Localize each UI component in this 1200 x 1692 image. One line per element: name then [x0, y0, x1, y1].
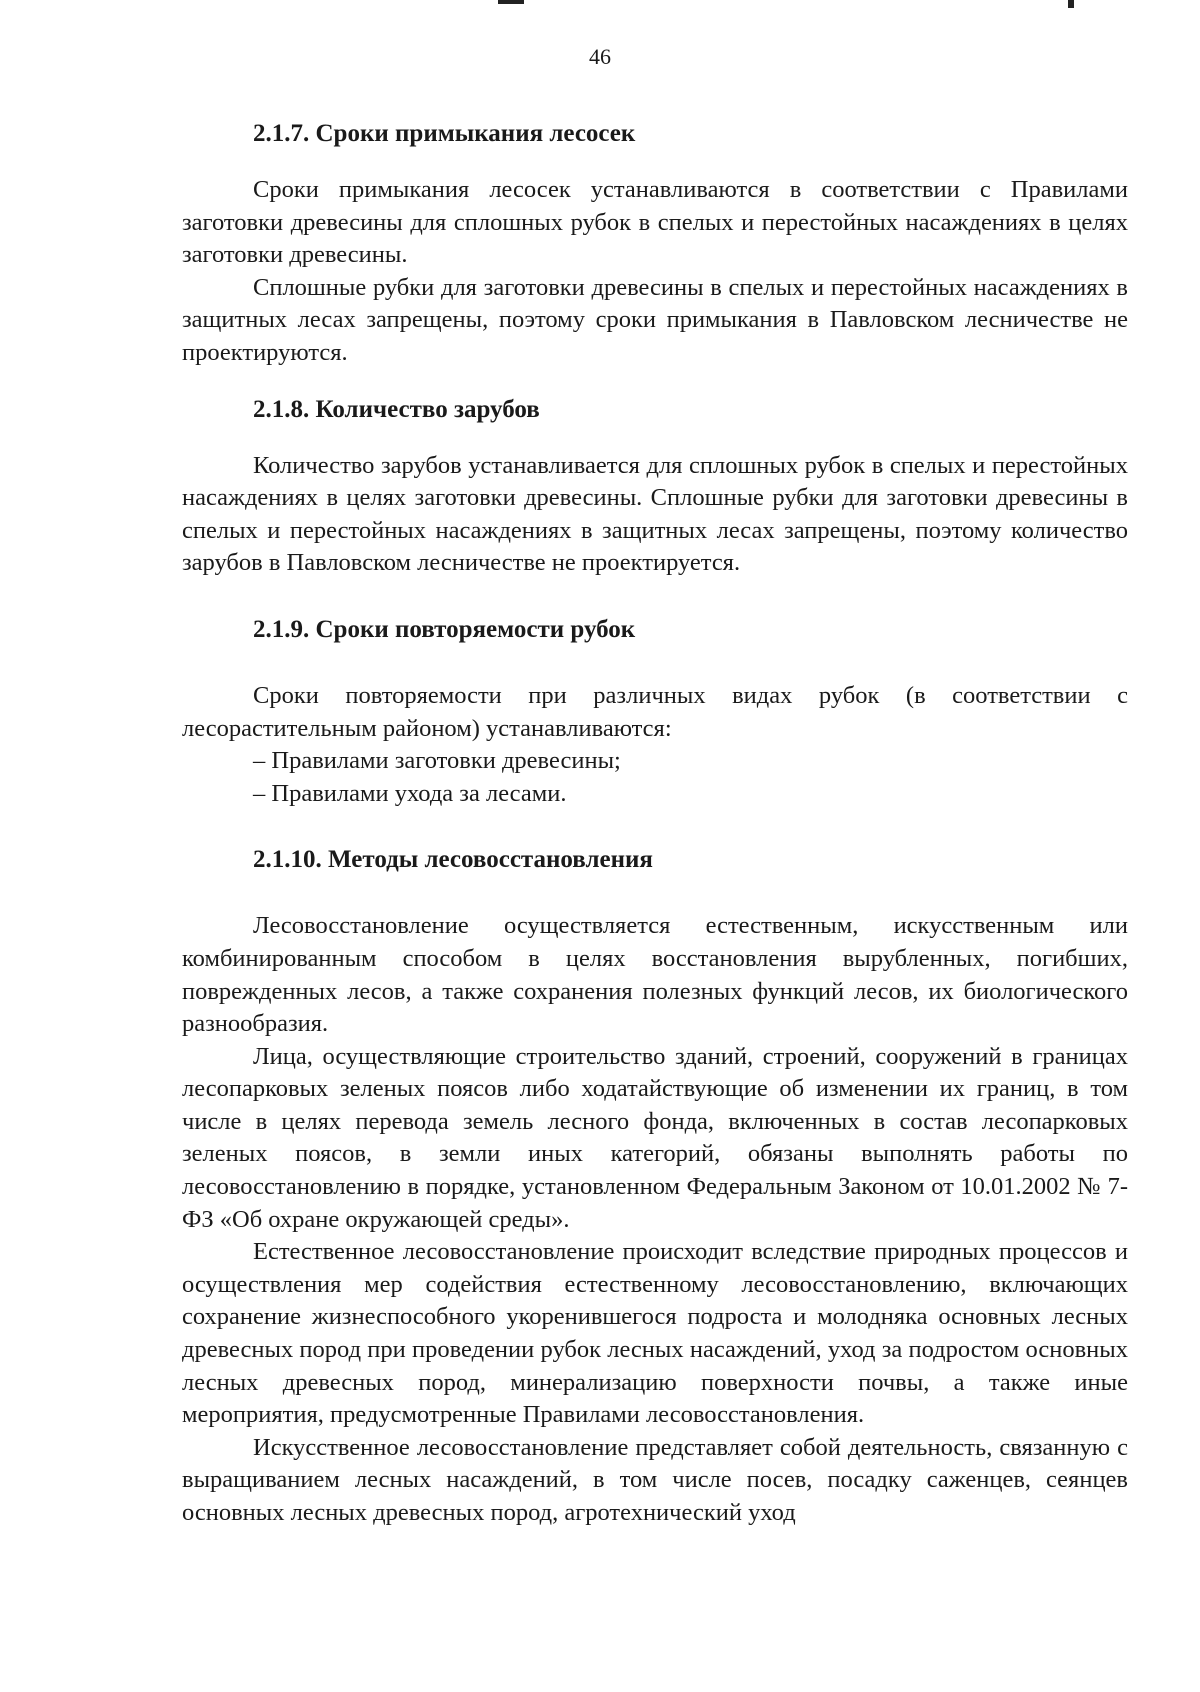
list-item: – Правилами заготовки древесины; — [253, 747, 621, 775]
paragraph: Сроки повторяемости при различных видах рубок (в соответствии с лесорастительным районом) устанавливаются: — [182, 681, 1128, 742]
paragraph: Естественное лесовосстановление происходит вследствие природных процессов и осуществления мер содействия естественному лесовосстановлению, включающих сохранение жизнеспособного укоренившегося подроста и молодняка основных лесных древесных пород при проведении рубок лесных насаждений, уход за подростом основных лесных древесных пород, минерализацию поверхности почвы, а также иные мероприятия, предусмотренные Правилами лесовосстановления. — [182, 1238, 1128, 1429]
section-heading: 2.1.10. Методы лесовосстановления — [253, 846, 653, 874]
paragraph: Лесовосстановление осуществляется естественным, искусственным или комбинированным способом в целях восстановления вырубленных, погибших, поврежденных лесов, а также сохранения полезных функций лесов, их биологического разнообразия. — [182, 912, 1128, 1038]
page-number: 46 — [589, 44, 611, 69]
section-heading: 2.1.8. Количество зарубов — [253, 395, 540, 423]
paragraph: Сроки примыкания лесосек устанавливаются в соответствии с Правилами заготовки древесины для сплошных рубок в спелых и перестойных насаждениях в целях заготовки древесины. — [182, 176, 1128, 269]
section-heading: 2.1.9. Сроки повторяемости рубок — [253, 615, 636, 643]
paragraph: Лица, осуществляющие строительство зданий, строений, сооружений в границах лесопарковых зеленых поясов либо ходатайствующие об изменении их границ, в том числе в целях перевода земель лесного фонда, включенных в состав лесопарковых зеленых поясов, в земли иных категорий, обязаны выполнять работы по лесовосстановлению в порядке, установленном Федеральным Законом от 10.01.2002 № 7-ФЗ «Об охране окружающей среды». — [182, 1042, 1128, 1233]
section-heading: 2.1.7. Сроки примыкания лесосек — [253, 120, 636, 147]
paragraph: Сплошные рубки для заготовки древесины в спелых и перестойных насаждениях в защитных лесах запрещены, поэтому сроки примыкания в Павловском лесничестве не проектируются. — [182, 273, 1128, 366]
paragraph: Искусственное лесовосстановление представляет собой деятельность, связанную с выращиванием лесных насаждений, в том числе посев, посадку саженцев, сеянцев основных лесных древесных пород, агротехнический уход — [182, 1433, 1128, 1526]
paragraph: Количество зарубов устанавливается для сплошных рубок в спелых и перестойных насаждениях в целях заготовки древесины. Сплошные рубки для заготовки древесины в спелых и перестойных насаждениях в защитных лесах запрещены, поэтому количество зарубов в Павловском лесничестве не проектируется. — [182, 451, 1128, 577]
list-item: – Правилами ухода за лесами. — [253, 779, 567, 807]
scan-artifact-left — [498, 0, 524, 4]
document-body — [182, 118, 1128, 1530]
scan-artifact-right — [1068, 0, 1074, 8]
